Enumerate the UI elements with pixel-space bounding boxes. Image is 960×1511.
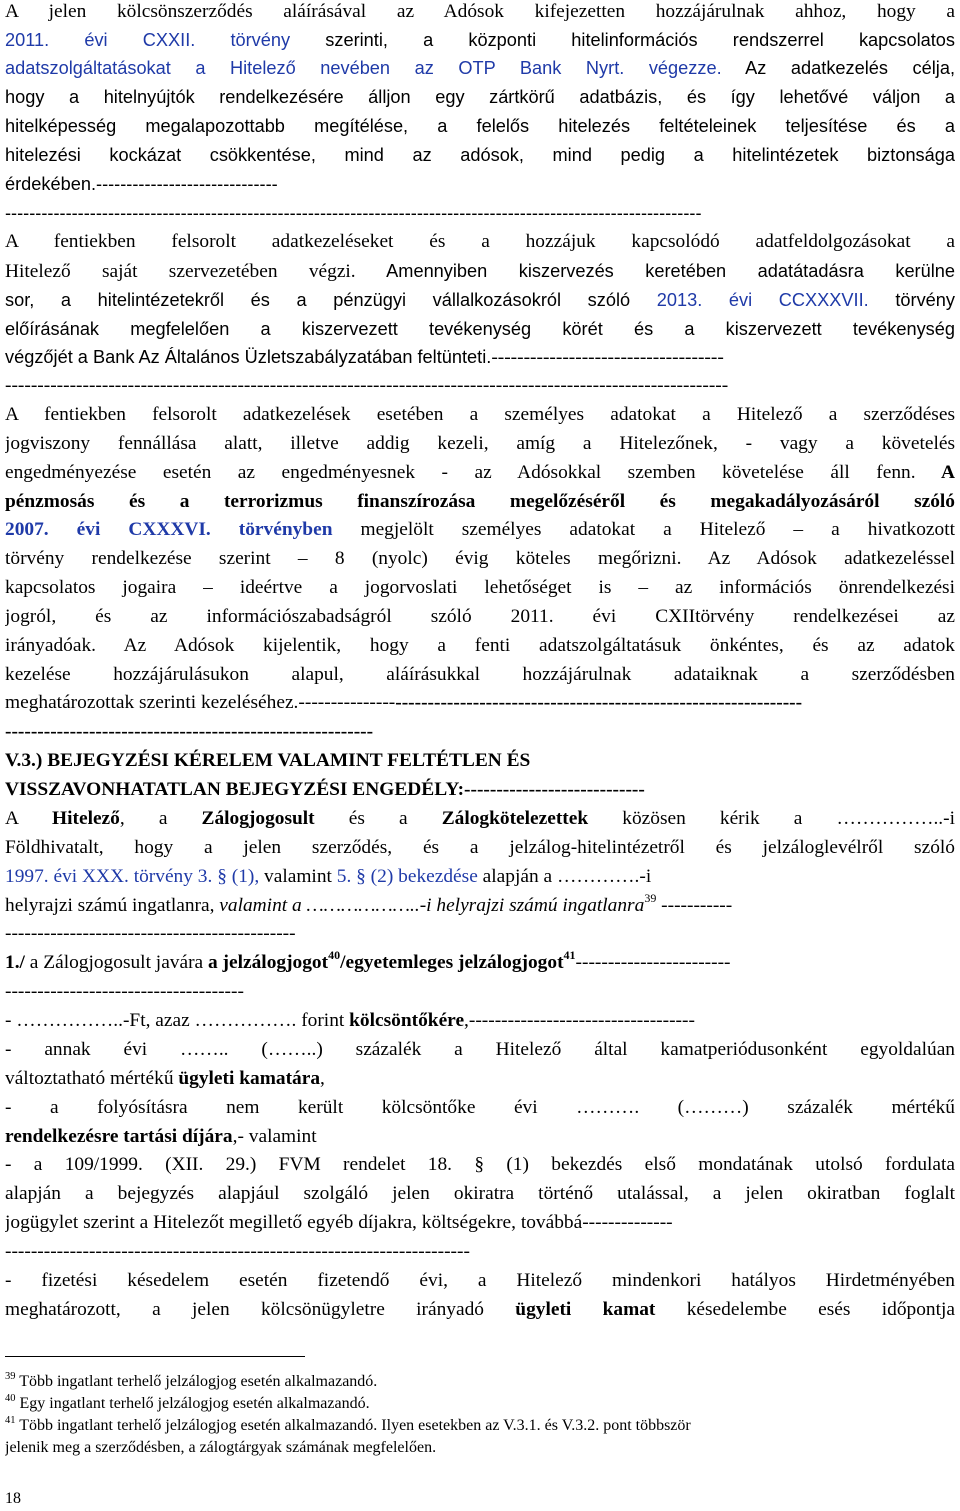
list-item: - ……………..-Ft, azaz ……………. forint kölcsöntőkére,----------------------------------- — [5, 1010, 695, 1031]
list-item: jogügylet szerint a Hitelezőt megillető egyéb díjakra, költségekre, továbbá-------------- — [5, 1212, 673, 1233]
body-line: irányadóak. Az Adósok kijelentik, hogy a fenti adatszolgáltatásuk önkéntes, és az adatok — [5, 635, 955, 656]
footnote-ref-39[interactable]: 39 — [644, 893, 657, 905]
body-line: 2007. évi CXXXVI. törvényben megjelölt személyes adatokat a Hitelező – a hivatkozott — [5, 519, 955, 540]
body-line: 1997. évi XXX. törvény 3. § (1), valamint 5. § (2) bekezdése alapján a ………….-i — [5, 866, 652, 887]
separator-line: --------------------------------------------------------- — [5, 721, 374, 742]
separator-line: ------------------------------------- — [5, 981, 244, 1002]
body-line: A fentiekben felsorolt adatkezelések esetében a személyes adatokat a Hitelező a szerződéses — [5, 404, 955, 425]
body-line: kapcsolatos jogaira – ideértve a jogorvoslati lehetőséget is – az információs önrendelkezési — [5, 577, 955, 598]
list-item: - a 109/1999. (XII. 29.) FVM rendelet 18. § (1) bekezdés első mondatának utolsó fordulata — [5, 1154, 955, 1175]
footnote-divider — [5, 1356, 305, 1357]
body-line: A jelen kölcsönszerződés aláírásával az Adósok kifejezetten hozzájárulnak ahhoz, hogy a — [5, 1, 955, 22]
footnote-41-continued: jelenik meg a szerződésben, a zálogtárgyak számának megfelelően. — [5, 1439, 437, 1456]
body-line: jogviszony fennállása alatt, illetve addig kezeli, amíg a Hitelezőnek, - vagy a követelés — [5, 433, 955, 454]
body-line: engedményezése esetén az engedményesnek - az Adósokkal szemben követelése áll fenn. A — [5, 462, 955, 483]
body-line: pénzmosás és a terrorizmus finanszírozása megelőzéséről és megakadályozásáról szóló — [5, 491, 955, 512]
body-line: hitelezési kockázat csökkentése, mind az adósok, mind pedig a hitelintézetek biztonsága — [5, 145, 955, 165]
footnote-41: $^{41}$ Több ingatlant terhelő jelzálogjog esetén alkalmazandó. Ilyen esetekben az V.3.1. és V.3.2. pont többször — [5, 1416, 691, 1434]
body-line: Földhivatalt, hogy a jelen szerződés, és a jelzálog-hitelintézetről és jelzáloglevélről szóló — [5, 837, 955, 858]
body-line: 1./ a Zálogjogosult javára a jelzálogjogot$^{40}$/egyetemleges jelzálogjogot$^{41}$------------------------ — [5, 950, 955, 976]
body-line: adatszolgáltatásokat a Hitelező nevében az OTP Bank Nyrt. végezze. Az adatkezelés célja, — [5, 58, 955, 78]
body-line: törvény rendelkezése szerint – 8 (nyolc) évig köteles megőrizni. Az Adósok adatkezeléssel — [5, 548, 955, 569]
body-line: helyrajzi számú ingatlanra, valamint a ………………..-i helyrajzi számú ingatlanra$^{39}$ ----------- — [5, 893, 955, 919]
body-line: jogról, és az információszabadságról szóló 2011. évi CXIItörvény rendelkezései az — [5, 606, 955, 627]
list-item: változtatható mértékű ügyleti kamatára, — [5, 1068, 325, 1089]
footnote-ref-41[interactable]: 41 — [563, 950, 576, 962]
footnote-40: $^{40}$ Egy ingatlant terhelő jelzálogjog esetén alkalmazandó. — [5, 1394, 370, 1412]
separator-line: ------------------------------------------------------------------------ — [5, 1241, 470, 1262]
body-line: A Hitelező, a Zálogjogosult és a Zálogkötelezettek közösen kérik a ……………..-i — [5, 808, 955, 829]
section-heading: V.3.) BEJEGYZÉSI KÉRELEM VALAMINT FELTÉTLEN ÉS — [5, 750, 531, 771]
body-line: hogy a hitelnyújtók rendelkezésére álljon egy zártkörű adatbázis, és így lehetővé váljon a — [5, 87, 955, 107]
body-line: végzőjét a Bank Az Általános Üzletszabályzatában feltünteti.------------------------------------ — [5, 347, 724, 368]
body-line: kezelése hozzájárulásukon alapul, aláírásukkal hozzájárulnak adataiknak a szerződésben — [5, 664, 955, 685]
list-item: - a folyósításra nem került kölcsöntőke évi ………. (………) százalék mértékű — [5, 1097, 955, 1118]
footnote-ref-40[interactable]: 40 — [328, 950, 341, 962]
list-item: alapján a bejegyzés alapjául szolgáló jelen okiratra történő utalással, a jelen okiratban foglalt — [5, 1183, 955, 1204]
footnote-39: $^{39}$ Több ingatlant terhelő jelzálogjog esetén alkalmazandó. — [5, 1372, 378, 1390]
body-line: 2011. évi CXXII. törvény szerinti, a központi hitelinformációs rendszerrel kapcsolatos — [5, 30, 955, 50]
list-item: rendelkezésre tartási díjára,- valamint — [5, 1126, 317, 1147]
body-line: előírásának megfelelően a kiszervezett tevékenység körét és a kiszervezett tevékenység — [5, 319, 955, 339]
body-line: Hitelező saját szervezetében végzi. Amennyiben kiszervezés keretében adatátadásra kerülne — [5, 261, 955, 282]
section-heading: VISSZAVONHATATLAN BEJEGYZÉSI ENGEDÉLY:---------------------------- — [5, 779, 645, 800]
body-line: hitelképesség megalapozottabb megítélése, a felelős hitelezés feltételeinek teljesítése és a — [5, 116, 955, 136]
list-item: - annak évi …….. (……..) százalék a Hitelező által kamatperiódusonként egyoldalúan — [5, 1039, 955, 1060]
separator-line: --------------------------------------------- — [5, 923, 296, 944]
body-line: A fentiekben felsorolt adatkezeléseket és a hozzájuk kapcsolódó adatfeldolgozásokat a — [5, 231, 955, 252]
list-item: meghatározott, a jelen kölcsönügyletre irányadó ügyleti kamat késedelembe esés időpontja — [5, 1299, 955, 1320]
list-item: - fizetési késedelem esetén fizetendő évi, a Hitelező mindenkori hatályos Hirdetményében — [5, 1270, 955, 1291]
body-line: meghatározottak szerinti kezeléséhez.------------------------------------------------------------------------------ — [5, 692, 803, 713]
separator-line: ------------------------------------------------------------------------------------------------------------------- — [5, 203, 702, 223]
page-number: 18 — [5, 1490, 21, 1507]
separator-line: ---------------------------------------------------------------------------------------------------------------- — [5, 375, 729, 396]
body-line: sor, a hitelintézetekről és a pénzügyi vállalkozásokról szóló 2013. évi CCXXXVII. törvény — [5, 290, 955, 310]
body-line: érdekében.------------------------------ — [5, 174, 278, 194]
